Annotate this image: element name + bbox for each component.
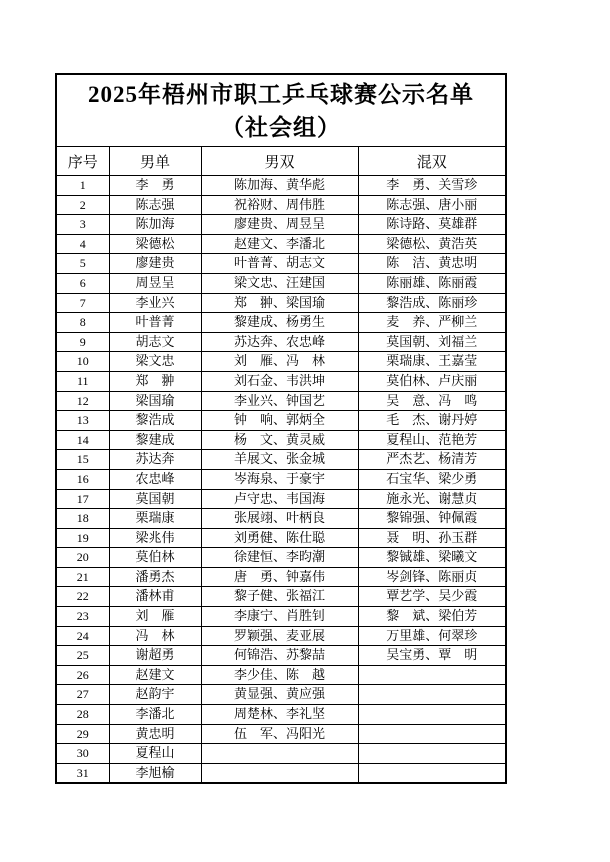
- cell-mixed-doubles: 陈 洁、黄忠明: [358, 254, 506, 274]
- cell-serial-number: 18: [56, 509, 109, 529]
- cell-mixed-doubles: 毛 杰、谢丹婷: [358, 411, 506, 431]
- cell-mens-doubles: 赵建文、李潘北: [201, 234, 358, 254]
- cell-mixed-doubles: [358, 665, 506, 685]
- col-header-serial-number: 序号: [56, 147, 109, 176]
- cell-mens-doubles: 徐建恒、李昀潮: [201, 548, 358, 568]
- table-row: [56, 254, 506, 274]
- cell-mens-doubles: 陈加海、黄华彪: [201, 176, 358, 196]
- cell-mixed-doubles: 麦 养、严柳兰: [358, 313, 506, 333]
- cell-mens-singles: 李旭榆: [109, 763, 201, 783]
- roster-table: [55, 73, 507, 784]
- cell-serial-number: 6: [56, 273, 109, 293]
- cell-serial-number: 30: [56, 744, 109, 764]
- table-row: [56, 587, 506, 607]
- cell-mens-doubles: 卢守忠、韦国海: [201, 489, 358, 509]
- table-row: [56, 411, 506, 431]
- cell-serial-number: 26: [56, 665, 109, 685]
- cell-serial-number: 9: [56, 332, 109, 352]
- cell-mens-doubles: 杨 文、黄灵威: [201, 430, 358, 450]
- cell-mens-singles: 黎建成: [109, 430, 201, 450]
- cell-serial-number: 22: [56, 587, 109, 607]
- cell-mixed-doubles: [358, 763, 506, 783]
- cell-mens-singles: 李潘北: [109, 705, 201, 725]
- title-row: [56, 74, 506, 147]
- table-row: [56, 626, 506, 646]
- cell-mens-singles: 刘 雁: [109, 607, 201, 627]
- cell-serial-number: 29: [56, 724, 109, 744]
- cell-mens-singles: 潘林甫: [109, 587, 201, 607]
- table-row: [56, 528, 506, 548]
- cell-mixed-doubles: 黎锦强、钟佩霞: [358, 509, 506, 529]
- cell-serial-number: 1: [56, 176, 109, 196]
- title-line-1: 2025年梧州市职工乒乓球赛公示名单: [88, 81, 474, 107]
- cell-mens-singles: 梁德松: [109, 234, 201, 254]
- cell-serial-number: 10: [56, 352, 109, 372]
- cell-mixed-doubles: 陈丽雄、陈丽霞: [358, 273, 506, 293]
- cell-mens-singles: 黄忠明: [109, 724, 201, 744]
- cell-mens-singles: 李 勇: [109, 176, 201, 196]
- col-header-mens-doubles: 男双: [201, 147, 358, 176]
- roster-sheet: [55, 73, 507, 784]
- cell-mixed-doubles: [358, 685, 506, 705]
- cell-mens-doubles: 刘勇健、陈仕聪: [201, 528, 358, 548]
- table-row: [56, 744, 506, 764]
- cell-mens-singles: 陈志强: [109, 195, 201, 215]
- cell-mixed-doubles: 莫伯林、卢庆丽: [358, 371, 506, 391]
- cell-mens-doubles: 周楚林、李礼坚: [201, 705, 358, 725]
- cell-mens-doubles: 李业兴、钟国艺: [201, 391, 358, 411]
- cell-mens-doubles: 黎子健、张福江: [201, 587, 358, 607]
- cell-serial-number: 23: [56, 607, 109, 627]
- cell-mens-singles: 赵建文: [109, 665, 201, 685]
- table-row: [56, 724, 506, 744]
- cell-mixed-doubles: 岑剑锋、陈丽贞: [358, 567, 506, 587]
- cell-serial-number: 16: [56, 469, 109, 489]
- cell-serial-number: 8: [56, 313, 109, 333]
- cell-serial-number: 7: [56, 293, 109, 313]
- cell-mens-doubles: 唐 勇、钟嘉伟: [201, 567, 358, 587]
- cell-mens-doubles: 祝裕财、周伟胜: [201, 195, 358, 215]
- cell-mens-singles: 莫伯林: [109, 548, 201, 568]
- cell-mens-singles: 黎浩成: [109, 411, 201, 431]
- cell-serial-number: 17: [56, 489, 109, 509]
- header-row: [56, 147, 506, 176]
- cell-mixed-doubles: [358, 744, 506, 764]
- table-row: [56, 469, 506, 489]
- cell-mens-doubles: 郑 翀、梁国瑜: [201, 293, 358, 313]
- cell-mens-doubles: 梁文忠、汪建国: [201, 273, 358, 293]
- cell-mens-doubles: 叶普菁、胡志文: [201, 254, 358, 274]
- table-row: [56, 509, 506, 529]
- table-row: [56, 293, 506, 313]
- cell-mens-singles: 廖建贵: [109, 254, 201, 274]
- table-row: [56, 607, 506, 627]
- cell-serial-number: 21: [56, 567, 109, 587]
- cell-mens-singles: 农忠峰: [109, 469, 201, 489]
- cell-mens-doubles: 钟 响、郭炳全: [201, 411, 358, 431]
- cell-serial-number: 4: [56, 234, 109, 254]
- cell-mixed-doubles: 聂 明、孙玉群: [358, 528, 506, 548]
- cell-mens-singles: 梁文忠: [109, 352, 201, 372]
- cell-mens-singles: 冯 林: [109, 626, 201, 646]
- cell-mens-singles: 苏达奔: [109, 450, 201, 470]
- table-row: [56, 665, 506, 685]
- cell-mens-doubles: [201, 763, 358, 783]
- cell-mens-singles: 夏程山: [109, 744, 201, 764]
- cell-serial-number: 27: [56, 685, 109, 705]
- cell-mens-singles: 陈加海: [109, 215, 201, 235]
- cell-mens-singles: 郑 翀: [109, 371, 201, 391]
- cell-mixed-doubles: 石宝华、梁少勇: [358, 469, 506, 489]
- table-row: [56, 450, 506, 470]
- table-row: [56, 763, 506, 783]
- table-row: [56, 489, 506, 509]
- cell-mixed-doubles: 严杰艺、杨清芳: [358, 450, 506, 470]
- cell-serial-number: 2: [56, 195, 109, 215]
- cell-serial-number: 25: [56, 646, 109, 666]
- cell-mixed-doubles: 万里雄、何翠珍: [358, 626, 506, 646]
- cell-mixed-doubles: 陈诗路、莫雄群: [358, 215, 506, 235]
- cell-mens-singles: 栗瑞康: [109, 509, 201, 529]
- table-row: [56, 332, 506, 352]
- cell-mens-doubles: 李少佳、陈 越: [201, 665, 358, 685]
- cell-mens-doubles: 张展翊、叶柄良: [201, 509, 358, 529]
- cell-mens-doubles: [201, 744, 358, 764]
- table-row: [56, 685, 506, 705]
- table-row: [56, 234, 506, 254]
- cell-serial-number: 13: [56, 411, 109, 431]
- cell-mixed-doubles: 莫国朝、刘福兰: [358, 332, 506, 352]
- cell-mens-singles: 胡志文: [109, 332, 201, 352]
- cell-mixed-doubles: [358, 705, 506, 725]
- cell-serial-number: 11: [56, 371, 109, 391]
- cell-serial-number: 19: [56, 528, 109, 548]
- cell-mens-singles: 梁国瑜: [109, 391, 201, 411]
- title-line-2: （社会组）: [221, 114, 341, 140]
- cell-mens-singles: 李业兴: [109, 293, 201, 313]
- col-header-mixed-doubles: 混双: [358, 147, 506, 176]
- roster-table-body: [56, 176, 506, 784]
- cell-mixed-doubles: 施永光、谢慧贞: [358, 489, 506, 509]
- cell-mens-doubles: 李康宁、肖胜钊: [201, 607, 358, 627]
- table-row: [56, 352, 506, 372]
- cell-mens-doubles: 羊展文、张金城: [201, 450, 358, 470]
- cell-mixed-doubles: 覃艺学、吴少霞: [358, 587, 506, 607]
- table-row: [56, 705, 506, 725]
- col-header-mens-singles: 男单: [109, 147, 201, 176]
- cell-mixed-doubles: 黎浩成、陈丽珍: [358, 293, 506, 313]
- page-title: [56, 74, 506, 147]
- cell-mens-singles: 叶普菁: [109, 313, 201, 333]
- table-row: [56, 548, 506, 568]
- cell-mixed-doubles: 栗瑞康、王嘉莹: [358, 352, 506, 372]
- cell-mixed-doubles: 梁德松、黄浩英: [358, 234, 506, 254]
- cell-mixed-doubles: 夏程山、范艳芳: [358, 430, 506, 450]
- table-row: [56, 215, 506, 235]
- cell-mens-doubles: 刘 雁、冯 林: [201, 352, 358, 372]
- cell-mens-doubles: 罗颖强、麦亚展: [201, 626, 358, 646]
- cell-mens-doubles: 何锦浩、苏黎喆: [201, 646, 358, 666]
- table-row: [56, 646, 506, 666]
- table-row: [56, 273, 506, 293]
- cell-mens-doubles: 黎建成、杨勇生: [201, 313, 358, 333]
- table-row: [56, 371, 506, 391]
- cell-mens-doubles: 廖建贵、周昱呈: [201, 215, 358, 235]
- cell-serial-number: 3: [56, 215, 109, 235]
- cell-serial-number: 14: [56, 430, 109, 450]
- cell-mens-doubles: 黄显强、黄应强: [201, 685, 358, 705]
- cell-mixed-doubles: 吴宝勇、覃 明: [358, 646, 506, 666]
- cell-mixed-doubles: 陈志强、唐小丽: [358, 195, 506, 215]
- table-row: [56, 391, 506, 411]
- table-row: [56, 176, 506, 196]
- cell-mixed-doubles: 黎 斌、梁伯芳: [358, 607, 506, 627]
- cell-mens-doubles: 刘石金、韦洪坤: [201, 371, 358, 391]
- cell-serial-number: 31: [56, 763, 109, 783]
- table-row: [56, 567, 506, 587]
- cell-mixed-doubles: 李 勇、关雪珍: [358, 176, 506, 196]
- cell-mixed-doubles: 吴 意、冯 鸣: [358, 391, 506, 411]
- cell-serial-number: 24: [56, 626, 109, 646]
- cell-mens-singles: 周昱呈: [109, 273, 201, 293]
- cell-serial-number: 20: [56, 548, 109, 568]
- cell-mens-singles: 谢超勇: [109, 646, 201, 666]
- cell-serial-number: 12: [56, 391, 109, 411]
- cell-mens-singles: 潘勇杰: [109, 567, 201, 587]
- table-row: [56, 313, 506, 333]
- cell-mens-singles: 赵韵宇: [109, 685, 201, 705]
- cell-mens-singles: 梁兆伟: [109, 528, 201, 548]
- cell-mixed-doubles: [358, 724, 506, 744]
- cell-mens-doubles: 苏达奔、农忠峰: [201, 332, 358, 352]
- cell-serial-number: 28: [56, 705, 109, 725]
- cell-mens-singles: 莫国朝: [109, 489, 201, 509]
- cell-mens-doubles: 伍 军、冯阳光: [201, 724, 358, 744]
- table-row: [56, 195, 506, 215]
- table-row: [56, 430, 506, 450]
- cell-serial-number: 15: [56, 450, 109, 470]
- cell-serial-number: 5: [56, 254, 109, 274]
- cell-mens-doubles: 岑海泉、于豪宇: [201, 469, 358, 489]
- cell-mixed-doubles: 黎铖雄、梁曦文: [358, 548, 506, 568]
